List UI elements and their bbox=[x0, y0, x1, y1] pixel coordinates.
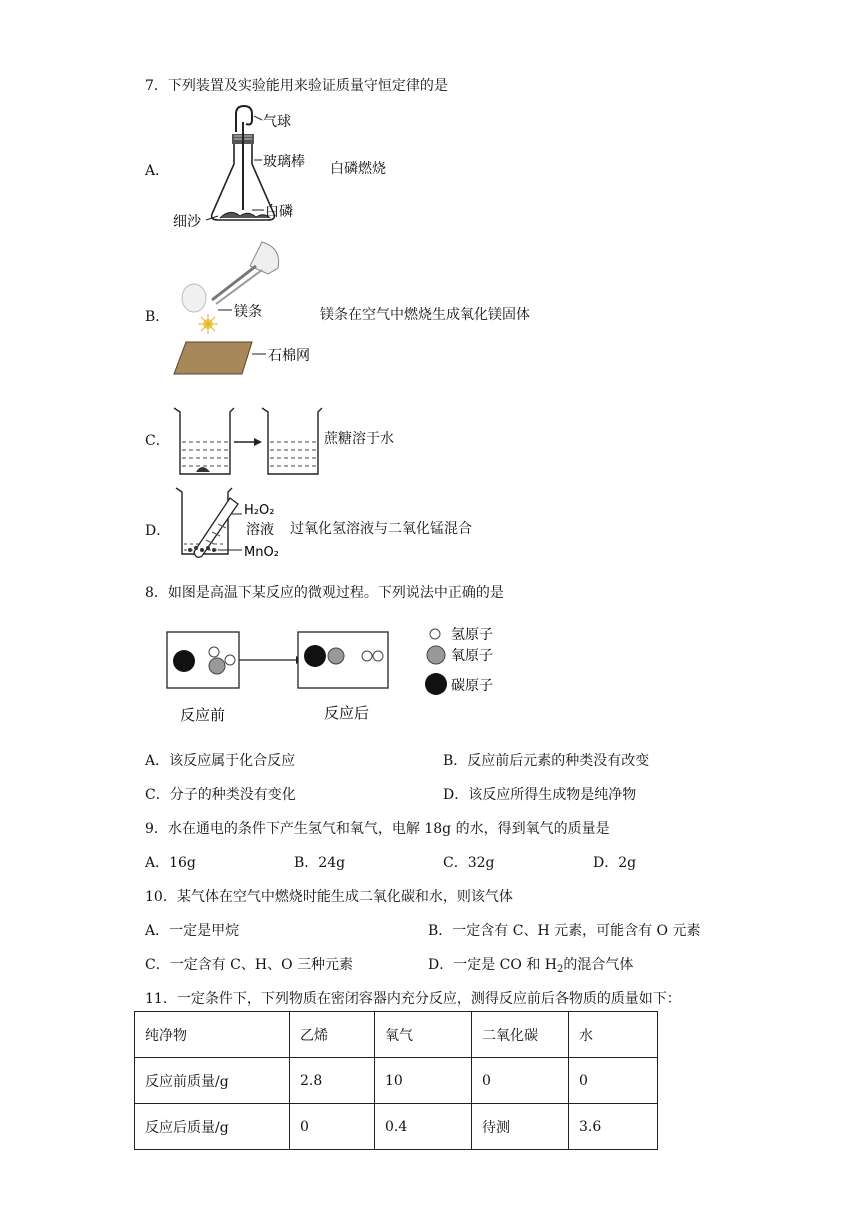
table-cell: 0 bbox=[569, 1058, 658, 1104]
carbon-atom bbox=[173, 650, 195, 672]
flask-white-phosphorus-figure bbox=[170, 102, 350, 232]
oxygen-atom bbox=[328, 648, 344, 664]
table-cell: 0.4 bbox=[375, 1104, 472, 1150]
table-cell: 氧气 bbox=[375, 1012, 472, 1058]
legend-oxygen-label: 氧原子 bbox=[451, 648, 493, 664]
legend-hydrogen-icon bbox=[430, 629, 440, 639]
q7-option-a-caption: 白磷燃烧 bbox=[330, 161, 386, 177]
q10-stem: 10．某气体在空气中燃烧时能生成二氧化碳和水，则该气体 bbox=[145, 889, 513, 905]
mno2-label: MnO₂ bbox=[244, 545, 279, 560]
carbon-atom bbox=[304, 645, 326, 667]
asbestos-mesh-label: 石棉网 bbox=[268, 348, 310, 364]
table-cell: 水 bbox=[569, 1012, 658, 1058]
legend-carbon-label: 碳原子 bbox=[451, 678, 493, 694]
q8-option-d: D．该反应所得生成物是纯净物 bbox=[443, 787, 637, 803]
q9-option-a: A．16g bbox=[145, 855, 196, 871]
hydrogen-atom bbox=[209, 647, 219, 657]
q8-option-a: A．该反应属于化合反应 bbox=[145, 753, 296, 769]
asbestos-mesh-shape bbox=[174, 342, 252, 374]
q8-option-b: B．反应前后元素的种类没有改变 bbox=[443, 753, 650, 769]
sand-shape bbox=[220, 212, 270, 218]
q7-option-c-label: C． bbox=[145, 433, 170, 449]
beaker-after-shape bbox=[262, 408, 322, 474]
q9-option-d: D．2g bbox=[593, 855, 637, 871]
beaker-before-shape bbox=[174, 408, 234, 474]
q7-option-b-caption: 镁条在空气中燃烧生成氧化镁固体 bbox=[320, 307, 530, 323]
table-cell: 待测 bbox=[472, 1104, 569, 1150]
after-label: 反应后 bbox=[324, 704, 370, 722]
table-cell: 二氧化碳 bbox=[472, 1012, 569, 1058]
table-cell: 反应后质量/g bbox=[135, 1104, 290, 1150]
q10-option-c: C．一定含有 C、H、O 三种元素 bbox=[145, 957, 354, 973]
table-cell: 2.8 bbox=[290, 1058, 375, 1104]
legend-carbon-icon bbox=[425, 673, 447, 695]
glass-rod-label: 玻璃棒 bbox=[263, 154, 305, 170]
h2o2-mno2-figure bbox=[172, 484, 292, 562]
table-row bbox=[135, 1104, 658, 1150]
sugar-shape bbox=[196, 467, 210, 472]
q8-stem: 8．如图是高温下某反应的微观过程。下列说法中正确的是 bbox=[145, 585, 504, 601]
table-cell: 乙烯 bbox=[290, 1012, 375, 1058]
q7-option-b-label: B． bbox=[145, 309, 170, 325]
magnesium-burning-figure bbox=[172, 238, 332, 378]
legend-hydrogen-label: 氢原子 bbox=[451, 627, 493, 643]
table-cell: 反应前质量/g bbox=[135, 1058, 290, 1104]
table-cell: 0 bbox=[472, 1058, 569, 1104]
solution-label: 溶液 bbox=[246, 522, 274, 538]
table-cell: 3.6 bbox=[569, 1104, 658, 1150]
tongs-shape bbox=[212, 266, 256, 300]
q9-option-b: B．24g bbox=[294, 855, 346, 871]
q10-option-b: B．一定含有 C、H 元素，可能含有 O 元素 bbox=[428, 923, 701, 939]
q10-option-a: A．一定是甲烷 bbox=[145, 923, 240, 939]
q7-stem: 7．下列装置及实验能用来验证质量守恒定律的是 bbox=[145, 78, 448, 94]
table-row bbox=[135, 1012, 658, 1058]
mass-data-table bbox=[134, 1011, 658, 1150]
sugar-dissolving-figure bbox=[170, 402, 326, 478]
hydrogen-atom bbox=[373, 651, 383, 661]
q7-option-a-label: A． bbox=[145, 163, 170, 179]
hydrogen-atom bbox=[362, 651, 372, 661]
q9-option-c: C．32g bbox=[443, 855, 495, 871]
oxygen-atom bbox=[209, 658, 225, 674]
table-cell: 10 bbox=[375, 1058, 472, 1104]
q8-option-c: C．分子的种类没有变化 bbox=[145, 787, 296, 803]
white-phosphorus-label: 白磷 bbox=[265, 204, 293, 220]
q11-stem: 11．一定条件下，下列物质在密闭容器内充分反应，测得反应前后各物质的质量如下： bbox=[145, 991, 681, 1007]
before-label: 反应前 bbox=[180, 706, 226, 724]
test-tube-shape bbox=[194, 498, 238, 557]
balloon-label: 气球 bbox=[263, 114, 291, 130]
h2o2-label: H₂O₂ bbox=[244, 503, 275, 518]
q10-option-d: D．一定是 CO 和 $H_2$的混合气体 bbox=[428, 957, 634, 975]
table-cell: 纯净物 bbox=[135, 1012, 290, 1058]
table-cell: 0 bbox=[290, 1104, 375, 1150]
q9-stem: 9．水在通电的条件下产生氢气和氧气，电解 18g 的水，得到氧气的质量是 bbox=[145, 821, 610, 837]
arrow-right-icon bbox=[254, 438, 262, 446]
micro-reaction-figure bbox=[160, 618, 520, 728]
magnesium-ribbon-label: 镁条 bbox=[234, 304, 262, 320]
fine-sand-label: 细沙 bbox=[173, 214, 201, 230]
hydrogen-atom bbox=[225, 655, 235, 665]
q7-option-d-label: D． bbox=[145, 523, 171, 539]
q7-option-d-caption: 过氧化氢溶液与二氧化锰混合 bbox=[290, 521, 472, 537]
q7-option-c-caption: 蔗糖溶于水 bbox=[324, 431, 394, 447]
legend-oxygen-icon bbox=[427, 646, 445, 664]
table-row bbox=[135, 1058, 658, 1104]
smoke-shape bbox=[182, 284, 206, 312]
